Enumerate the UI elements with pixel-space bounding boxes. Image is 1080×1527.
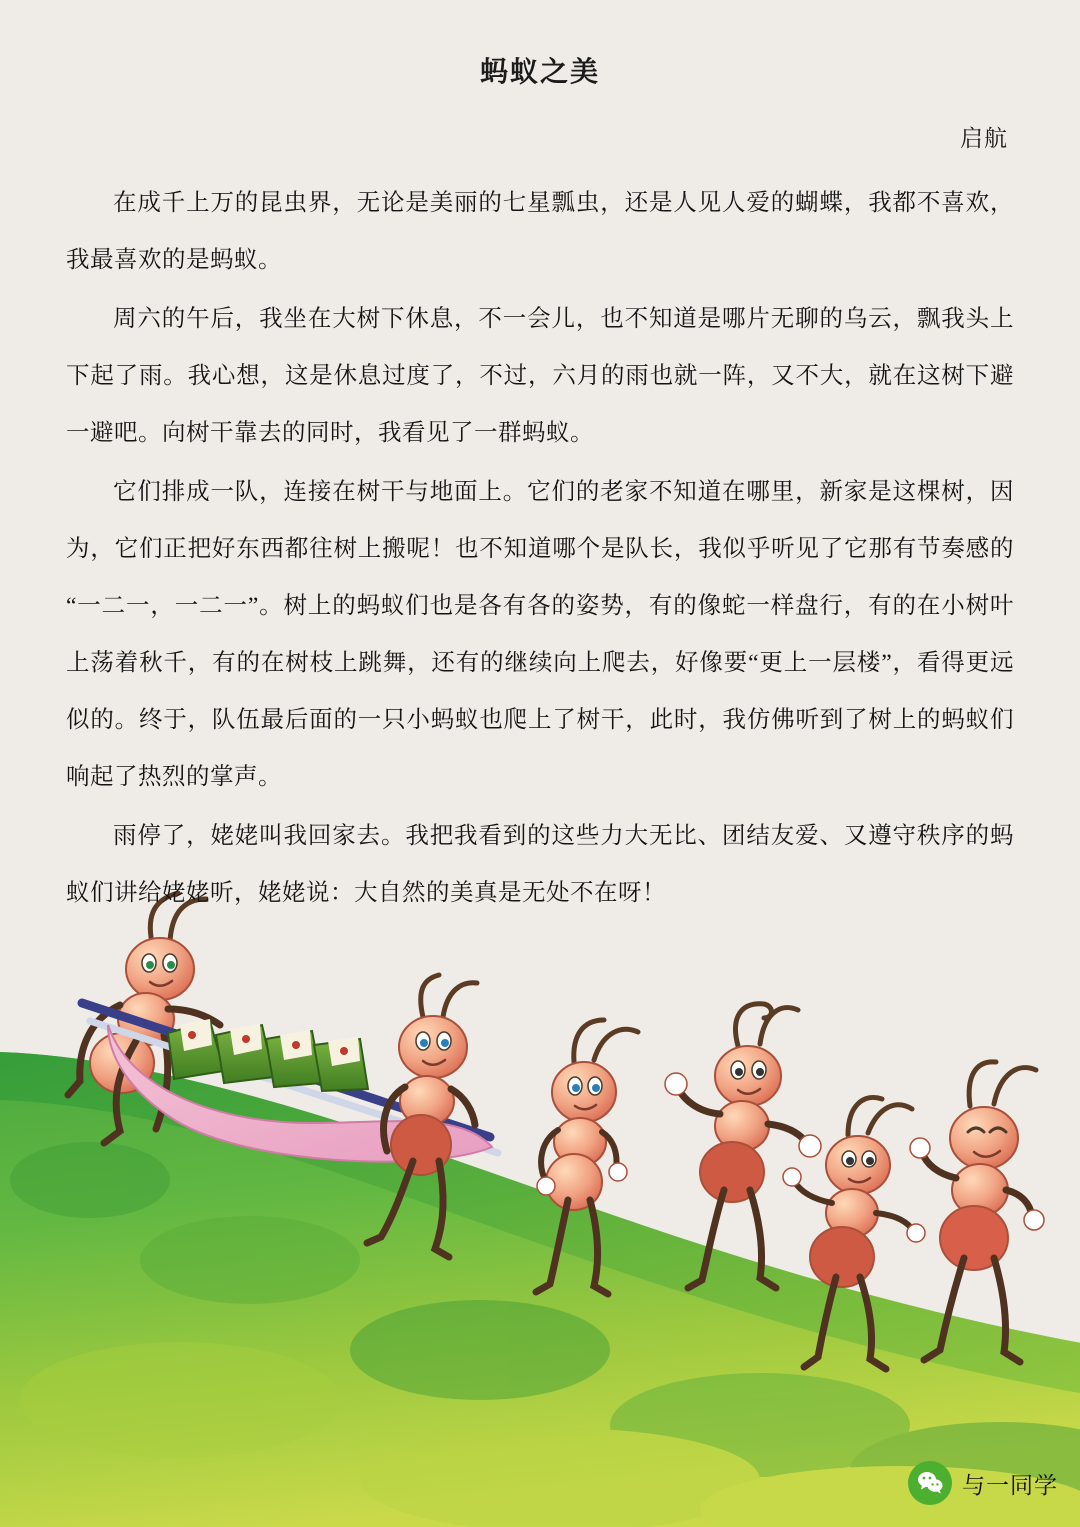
wechat-watermark[interactable] (908, 1461, 1058, 1505)
wechat-icon (908, 1461, 952, 1505)
paragraph-3: 它们排成一队，连接在树干与地面上。它们的老家不知道在哪里，新家是这棵树，因为，它们正把好东西都往树上搬呢！也不知道哪个是队长，我似乎听见了它那有节奏感的“一二一，一二一”。树上的蚂蚁们也是各有各的姿势，有的像蛇一样盘行，有的在小树叶上荡着秋千，有的在树枝上跳舞，还有的继续向上爬去，好像要“更上一层楼”，看得更远似的。终于，队伍最后面的一只小蚂蚁也爬上了树干，此时，我仿佛听到了树上的蚂蚁们响起了热烈的掌声。 (66, 479, 1014, 790)
paragraph-1: 在成千上万的昆虫界，无论是美丽的七星瓢虫，还是人见人爱的蝴蝶，我都不喜欢，我最喜欢的是蚂蚁。 (66, 190, 1014, 273)
page-title: 蚂蚁之美 (479, 57, 600, 88)
wechat-account-name: 与一同学 (962, 1471, 1058, 1498)
paragraph-2: 周六的午后，我坐在大树下休息，不一会儿，也不知道是哪片无聊的乌云，飘我头上下起了雨。我心想，这是休息过度了，不过，六月的雨也就一阵，又不大，就在这树下避一避吧。向树干靠去的同时，我看见了一群蚂蚁。 (66, 306, 1014, 446)
article-body (0, 175, 1080, 922)
author-byline: 启航 (960, 126, 1008, 151)
paragraph-4: 雨停了，姥姥叫我回家去。我把我看到的这些力大无比、团结友爱、又遵守秩序的蚂蚁们讲给姥姥听，姥姥说：大自然的美真是无处不在呀！ (66, 823, 1014, 906)
illustration-ants-on-hill (0, 880, 1080, 1527)
grass-hill-graphic (0, 880, 1080, 1527)
